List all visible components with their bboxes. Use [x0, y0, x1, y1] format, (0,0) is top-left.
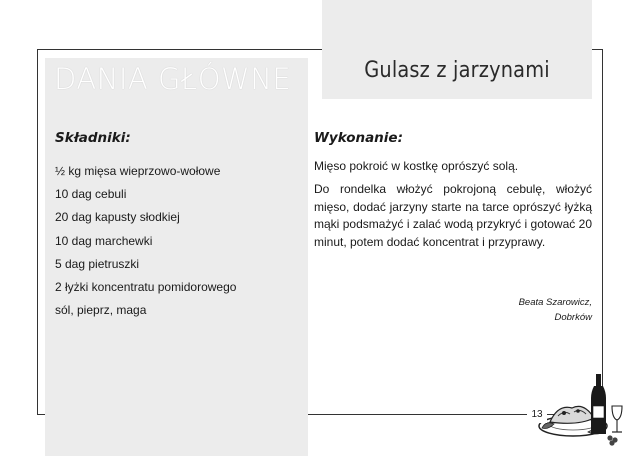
page-number: 13 [527, 407, 547, 423]
ingredient-item: 5 dag pietruszki [55, 256, 140, 271]
method-heading: Wykonanie: [314, 130, 403, 146]
author-town: Dobrków [554, 312, 592, 323]
recipe-title: Gulasz z jarzynami [364, 58, 550, 83]
author-credit [472, 295, 592, 325]
title-panel [322, 0, 592, 99]
ingredients-heading: Składniki: [55, 130, 131, 146]
method-text [314, 158, 592, 257]
ingredient-item: 2 łyżki koncentratu pomidorowego [55, 279, 237, 294]
method-paragraph: Mięso pokroić w kostkę oprószyć solą. [314, 159, 519, 173]
ingredients-list [55, 160, 236, 322]
section-title: DANIA GŁÓWNE [54, 62, 292, 96]
method-paragraph: Do rondelka włożyć pokrojoną cebulę, włożyć mięso, dodać jarzyny starte na tarce oprószyć łyżką mąki podsmażyć i zalać wodą przykryć i gotować 20 minut, potem dodać koncentrat i przyprawy. [314, 182, 592, 249]
ingredient-item: 10 dag cebuli [55, 187, 127, 202]
ingredient-item: 20 dag kapusty słodkiej [55, 210, 180, 225]
ingredient-item: ½ kg mięsa wieprzowo-wołowe [55, 164, 221, 178]
ingredient-item: 10 dag marchewki [55, 233, 153, 248]
author-name: Beata Szarowicz, [518, 297, 592, 308]
ingredient-item: sól, pieprz, maga [55, 303, 147, 318]
